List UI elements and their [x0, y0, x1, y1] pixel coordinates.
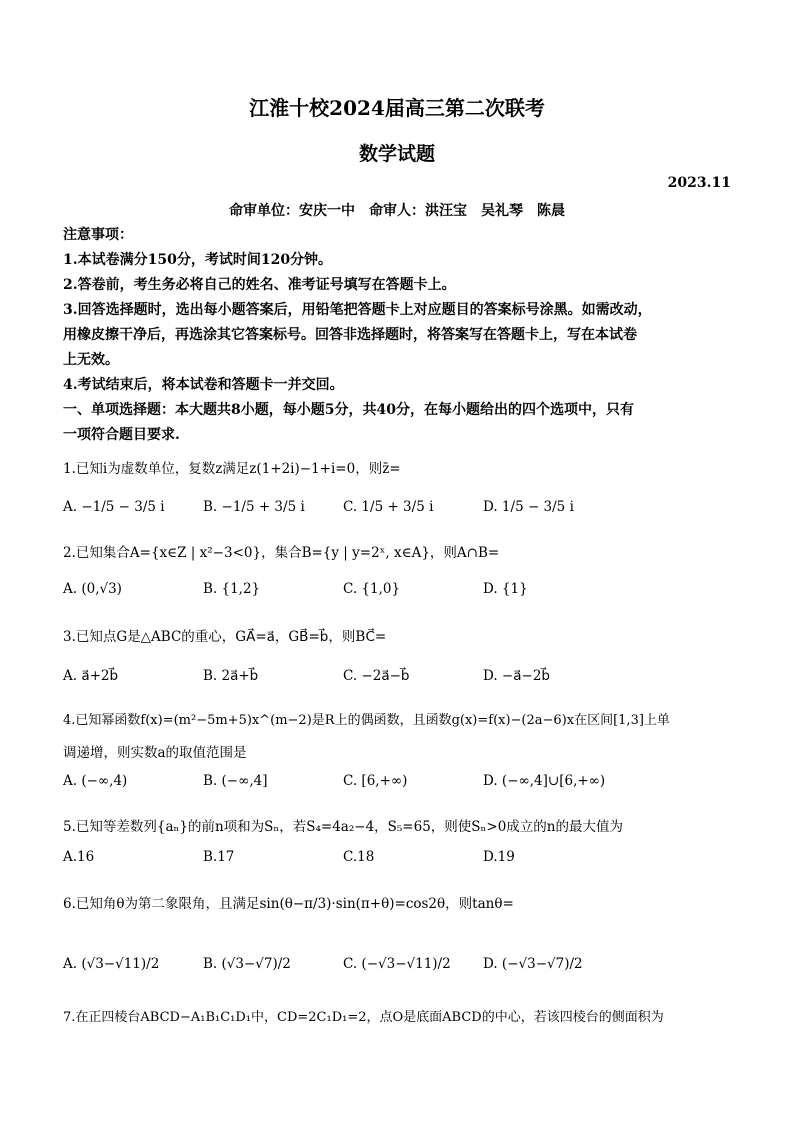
option-a: A. (−∞,4) — [63, 773, 128, 789]
option-b: B.17 — [203, 849, 235, 865]
option-d: D. {1} — [483, 581, 528, 597]
option-c: C. (−√3−√11)/2 — [343, 956, 451, 972]
option-d: D. −a⃗−2b⃗ — [483, 668, 550, 684]
option-d: D. (−√3−√7)/2 — [483, 956, 583, 972]
option-b: B. {1,2} — [203, 581, 261, 597]
question-stem: 4.已知幂函数f(x)=(m²−5m+5)x^(m−2)是R上的偶函数，且函数g(x)=f(x)−(2a−6)x在区间[1,3]上单 — [63, 713, 670, 728]
note-item: 4.考试结束后，将本试卷和答题卡一并交回。 — [63, 377, 344, 393]
question-stem: 2.已知集合A={x∈Z | x²−3<0}，集合B={y | y=2ˣ, x∈A}，则A∩B= — [63, 545, 500, 561]
option-c: C. [6,+∞) — [343, 773, 408, 789]
note-item: 上无效。 — [63, 352, 119, 368]
exam-authors: 命审单位：安庆一中 命审人：洪汪宝 吴礼琴 陈晨 — [229, 203, 565, 219]
notes-heading: 注意事项： — [63, 227, 133, 243]
option-b: B. 2a⃗+b⃗ — [203, 668, 259, 684]
option-d: D.19 — [483, 849, 515, 865]
question-stem: 7.在正四棱台ABCD−A₁B₁C₁D₁中，CD=2C₁D₁=2，点O是底面ABCD的中心，若该四棱台的侧面积为 — [63, 1010, 664, 1025]
option-a: A. a⃗+2b⃗ — [63, 668, 119, 684]
question-stem-cont: 调递增，则实数a的取值范围是 — [63, 745, 247, 761]
option-a: A.16 — [63, 849, 95, 865]
section-heading-cont: 一项符合题目要求. — [63, 427, 180, 443]
option-b: B. (−∞,4] — [203, 773, 268, 789]
note-item: 3.回答选择题时，选出每小题答案后，用铅笔把答题卡上对应题目的答案标号涂黑。如需改动， — [63, 302, 652, 318]
option-c: C. 1/5 + 3/5 i — [343, 499, 434, 515]
option-d: D. 1/5 − 3/5 i — [483, 499, 574, 515]
option-b: B. (√3−√7)/2 — [203, 956, 291, 972]
option-a: A. (√3−√11)/2 — [63, 956, 160, 972]
option-c: C. −2a⃗−b⃗ — [343, 668, 410, 684]
exam-date: 2023.11 — [667, 175, 731, 191]
question-stem: 6.已知角θ为第二象限角，且满足sin(θ−π/3)·sin(π+θ)=cos2θ，则tanθ= — [63, 896, 514, 912]
note-item: 1.本试卷满分150分，考试时间120分钟。 — [63, 252, 333, 268]
note-item: 2.答卷前，考生务必将自己的姓名、准考证号填写在答题卡上。 — [63, 277, 456, 293]
question-stem: 5.已知等差数列{aₙ}的前n项和为Sₙ，若S₄=4a₂−4，S₅=65，则使Sₙ>0成立的n的最大值为 — [63, 819, 623, 835]
question-stem: 1.已知i为虚数单位，复数z满足z(1+2i)−1+i=0，则z̄= — [63, 461, 401, 477]
question-stem: 3.已知点G是△ABC的重心，GA⃗=a⃗，GB⃗=b⃗，则BC⃗= — [63, 629, 387, 645]
option-c: C.18 — [343, 849, 375, 865]
note-item: 用橡皮擦干净后，再选涂其它答案标号。回答非选择题时，将答案写在答题卡上，写在本试卷 — [63, 327, 637, 343]
exam-title: 江淮十校2024届高三第二次联考 — [249, 96, 545, 120]
option-d: D. (−∞,4]∪[6,+∞) — [483, 773, 606, 789]
option-b: B. −1/5 + 3/5 i — [203, 499, 305, 515]
section-heading: 一、单项选择题：本大题共8小题，每小题5分，共40分，在每小题给出的四个选项中，只有 — [63, 402, 634, 418]
option-a: A. (0,√3) — [63, 581, 122, 597]
option-c: C. {1,0} — [343, 581, 401, 597]
option-a: A. −1/5 − 3/5 i — [63, 499, 165, 515]
exam-subject: 数学试题 — [358, 143, 435, 165]
